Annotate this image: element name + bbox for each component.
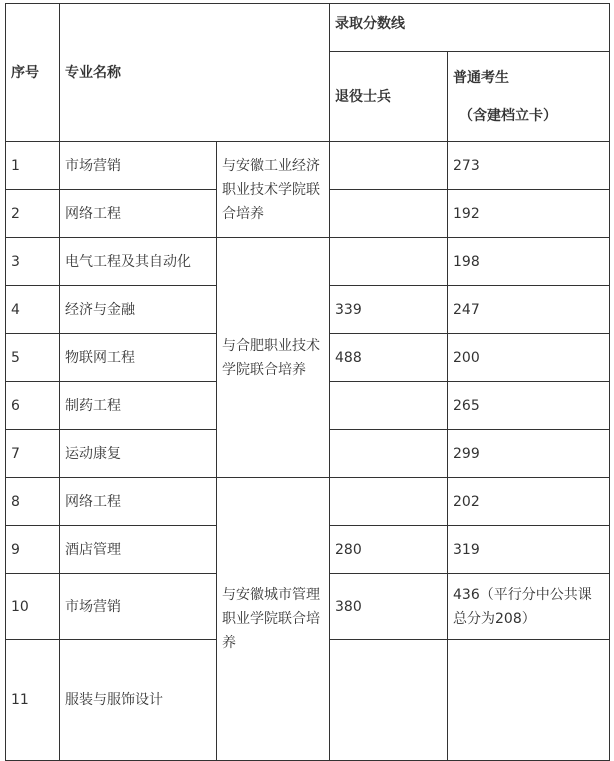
regular-score: 265 — [448, 382, 610, 430]
major-name: 网络工程 — [60, 478, 217, 526]
row-number: 9 — [6, 526, 60, 574]
veteran-score — [448, 640, 610, 761]
veteran-score — [330, 190, 448, 238]
major-name: 市场营销 — [60, 574, 217, 640]
major-name: 经济与金融 — [60, 286, 217, 334]
header-row-1 — [6, 4, 610, 52]
row-number: 10 — [6, 574, 60, 640]
major-name: 物联网工程 — [60, 334, 217, 382]
row-number: 11 — [6, 640, 60, 761]
major-name: 电气工程及其自动化 — [60, 238, 217, 286]
group-note: 与安徽工业经济职业技术学院联合培养 — [217, 142, 330, 238]
major-name: 运动康复 — [60, 430, 217, 478]
veteran-score: 280 — [330, 526, 448, 574]
row-number: 7 — [6, 430, 60, 478]
major-name: 制药工程 — [60, 382, 217, 430]
group-note: 与安徽城市管理职业学院联合培养 — [217, 478, 330, 761]
veteran-score — [330, 382, 448, 430]
header-regular: 普通考生 — [453, 69, 509, 86]
header-regular-note: （含建档立卡） — [459, 107, 557, 124]
admission-score-table — [5, 3, 610, 761]
row-number: 2 — [6, 190, 60, 238]
regular-score: 192 — [448, 190, 610, 238]
row-number: 1 — [6, 142, 60, 190]
regular-score: 436（平行分中公共课总分为208） — [448, 574, 610, 640]
major-name: 市场营销 — [60, 142, 217, 190]
regular-score: 273 — [448, 142, 610, 190]
row-number: 5 — [6, 334, 60, 382]
regular-score: 299 — [448, 430, 610, 478]
row-number: 3 — [6, 238, 60, 286]
header-major: 专业名称 — [60, 4, 330, 142]
header-seq: 序号 — [6, 4, 60, 142]
row-number: 6 — [6, 382, 60, 430]
major-name: 服装与服饰设计 — [60, 640, 217, 761]
row-number: 4 — [6, 286, 60, 334]
header-veteran: 退役士兵 — [330, 52, 448, 142]
group-note: 与合肥职业技术学院联合培养 — [217, 238, 330, 478]
row-number: 8 — [6, 478, 60, 526]
header-regular-cell — [448, 52, 610, 142]
veteran-score — [330, 238, 448, 286]
table-row — [6, 478, 610, 526]
veteran-score — [330, 142, 448, 190]
header-score-line: 录取分数线 — [330, 4, 610, 52]
major-name: 网络工程 — [60, 190, 217, 238]
table-row — [6, 142, 610, 190]
veteran-score: 339 — [330, 286, 448, 334]
table-row — [6, 238, 610, 286]
veteran-score: 380 — [330, 574, 448, 640]
regular-score: 319 — [448, 526, 610, 574]
regular-score: 200 — [448, 334, 610, 382]
regular-score: 202 — [448, 478, 610, 526]
major-name: 酒店管理 — [60, 526, 217, 574]
regular-score: 247 — [448, 286, 610, 334]
veteran-score — [330, 478, 448, 526]
veteran-score — [330, 430, 448, 478]
group-note-empty — [330, 640, 448, 761]
veteran-score: 488 — [330, 334, 448, 382]
regular-score: 198 — [448, 238, 610, 286]
